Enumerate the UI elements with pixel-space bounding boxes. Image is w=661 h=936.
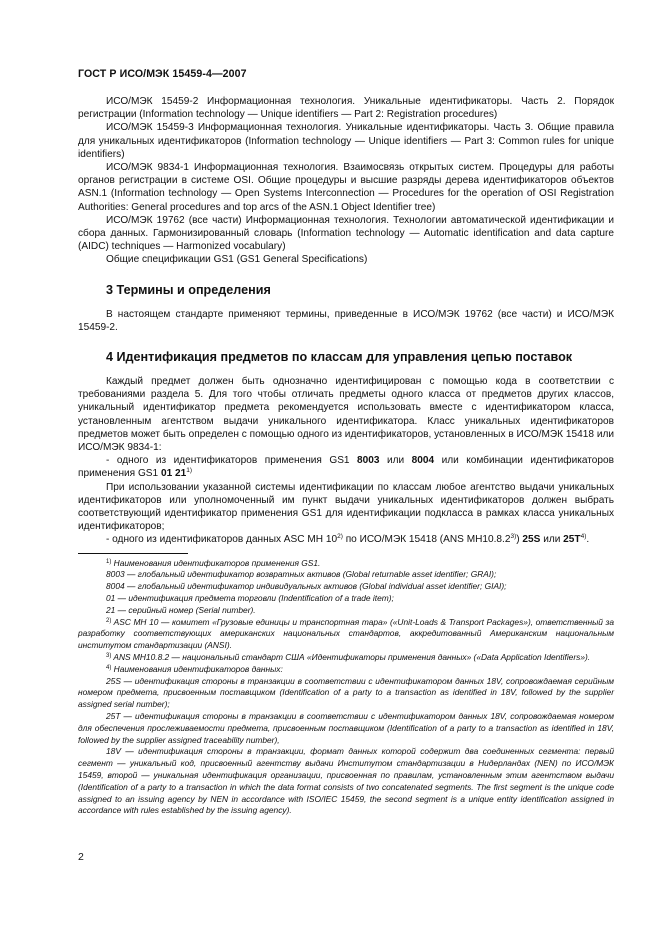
code-8003: 8003 [357,455,380,467]
footnote-text: Наименования идентификаторов данных: [113,663,283,674]
text-run: - одного из идентификаторов данных ASC MH 10 [106,534,338,546]
footnote-4-line: 18V — идентификация стороны в транзакции, формат данных которой содержит два соединенных сегмента: первый сегмент — уникальный код, присвоенный агентству выдачи Институтом стандартизации в Нидерландах (NEN) по ИСО/МЭК 15459, второй — уникальная идентификация организации, присвоенная по правилам, установленным этим агентством выдачи (Identification of a party to a transaction in which the data format consists of two concatenated segments. The first segment is the unique code assigned to an issuing agency by NEN in accordance with ISO/IEC 15459, the second segment is a unique entity identification assigned in accordance with rules established by the issuing agency). [78,746,614,816]
document-header: ГОСТ Р ИСО/МЭК 15459-4—2007 [78,68,247,80]
code-8004: 8004 [411,455,435,467]
footnote-4-line: 25T — идентификация стороны в транзакции в соответствии с идентификатором данных 18V, сопровождаемая номером для обеспечения прослеживаемости предмета, присвоенным поставщиком (Identification of a party to a transaction as identified in 18V, followed by the supplier assigned traceability number), [78,711,614,745]
footnote-2 [78,617,614,652]
text-run: или [540,534,564,546]
text-run: по ИСО/МЭК 15418 (ANS MH10.8.2 [342,534,511,546]
section-4-list-item-asc [78,533,614,546]
code-25s: 25S [522,534,541,546]
text-run: ) [516,534,523,546]
section-3-text: В настоящем стандарте применяют термины, приведенные в ИСО/МЭК 19762 (все части) и ИСО/МЭК 15459-2. [78,308,614,333]
footnote-text: Наименования идентификаторов применения GS1. [113,557,321,568]
page-number: 2 [78,851,84,863]
footnote-mark: 1) [106,558,112,565]
footnote-4-title [78,664,614,676]
footnote-1-line: 21 — серийный номер (Serial number). [106,604,256,615]
text-run: или комбинации идентификаторов применения GS1 [78,455,614,480]
section-3-heading: 3 Термины и определения [106,282,271,297]
footnote-1-title [78,558,614,570]
footnote-3 [78,652,614,664]
section-4-paragraph: При использовании указанной системы идентификации по классам любое агентство выдачи уникальных идентификаторов или уполномоченный им пункт выдачи уникальных идентификаторов должен выбрать соответствующий идентификатор применения GS1 для идентификации подкласса в рамках класса уникальных идентификаторов; [78,481,614,533]
reference-item: ИСО/МЭК 15459-3 Информационная технология. Уникальные идентификаторы. Часть 3. Общие правила для уникальных идентификаторов (Information technology — Unique identifiers — Part 3: Common rules for unique identifiers) [78,122,614,160]
footnote-ref: 3) [510,533,517,541]
footnote-mark: 2) [106,617,112,624]
section-4-paragraph: Каждый предмет должен быть однозначно идентифицирован с помощью кода в соответствии с требованиями раздела 5. Для того чтобы отличать предметы одного класса от предметов других классов, уникальный идентификатор предмета рекомендуется использовать вместе с идентификатором класса, установленным агентством выдачи уникального идентификатора. Класс уникальных идентификаторов предметов может быть определен с помощью одного из идентификаторов, установленных в ИСО/МЭК 15418 или ИСО/МЭК 9834-1: [78,376,614,454]
code-25t: 25T [563,534,581,546]
text-run: или [379,455,412,467]
footnote-4-line: 25S — идентификация стороны в транзакции в соответствии с идентификатором данных 18V, сопровождаемая серийным номером предмета, присвоенным поставщиком (Identification of a party to a transaction as identified in 18V, followed by the supplier assigned serial number); [78,675,614,710]
reference-item: ИСО/МЭК 9834-1 Информационная технология. Взаимосвязь открытых систем. Процедуры для работы органов регистрации в системе OSI. Общие процедуры и высшие разряды дерева идентификаторов объектов ASN.1 (Information technology — Open Systems Interconnection — Procedures for the operation of OSI Registration Authorities: General procedures and top arcs of the ASN.1 Object Identifier tree) [78,162,614,213]
reference-item: ИСО/МЭК 15459-2 Информационная технология. Уникальные идентификаторы. Часть 2. Порядок регистрации (Information technology — Unique identifiers — Part 2: Registration procedures) [78,96,614,121]
footnote-ref: 1) [186,467,192,475]
document-body [78,95,614,817]
footnote-mark: 3) [106,653,112,660]
footnote-text: ASC MH 10 — комитет «Грузовые единицы и транспортная тара» («Unit-Loads & Transport Packages»), ответственный за разработку соответствующих американских национальных стандартов, аккредитованный Американским национальным институтом стандартизации (ANSI). [78,616,615,651]
reference-item: Общие спецификации GS1 (GS1 General Specifications) [106,254,368,266]
footnote-mark: 4) [106,664,112,671]
footnote-ref: 2) [337,533,343,541]
text-run: - одного из идентификаторов применения GS1 [106,455,358,467]
footnote-1-line: 01 — идентификация предмета торговли (Indentification of a trade item); [106,593,394,604]
section-4-heading: 4 Идентификация предметов по классам для управления цепью поставок [106,350,573,365]
reference-item: ИСО/МЭК 19762 (все части) Информационная технология. Технологии автоматической идентификации и сбора данных. Гармонизированный словарь (Information technology — Automatic identification and data capture (AIDC) techniques — Harmonized vocabulary) [78,214,614,253]
code-01-21: 01 21 [160,468,187,480]
footnote-1-line: 8004 — глобальный идентификатор индивидуальных активов (Global individual asset identifier; GIAI); [106,581,507,592]
text-run: . [586,534,590,546]
footnotes [78,558,614,818]
footnote-text: ANS MH10.8.2 — национальный стандарт США «Идентификаторы применения данных» («Data Application Identifiers»). [113,652,591,663]
footnote-separator [78,553,188,554]
footnote-ref: 4) [580,533,587,541]
footnote-1-line: 8003 — глобальный идентификатор возвратных активов (Global returnable asset identifier; GRAI); [106,569,497,580]
section-4-list-item-gs1 [78,454,614,480]
